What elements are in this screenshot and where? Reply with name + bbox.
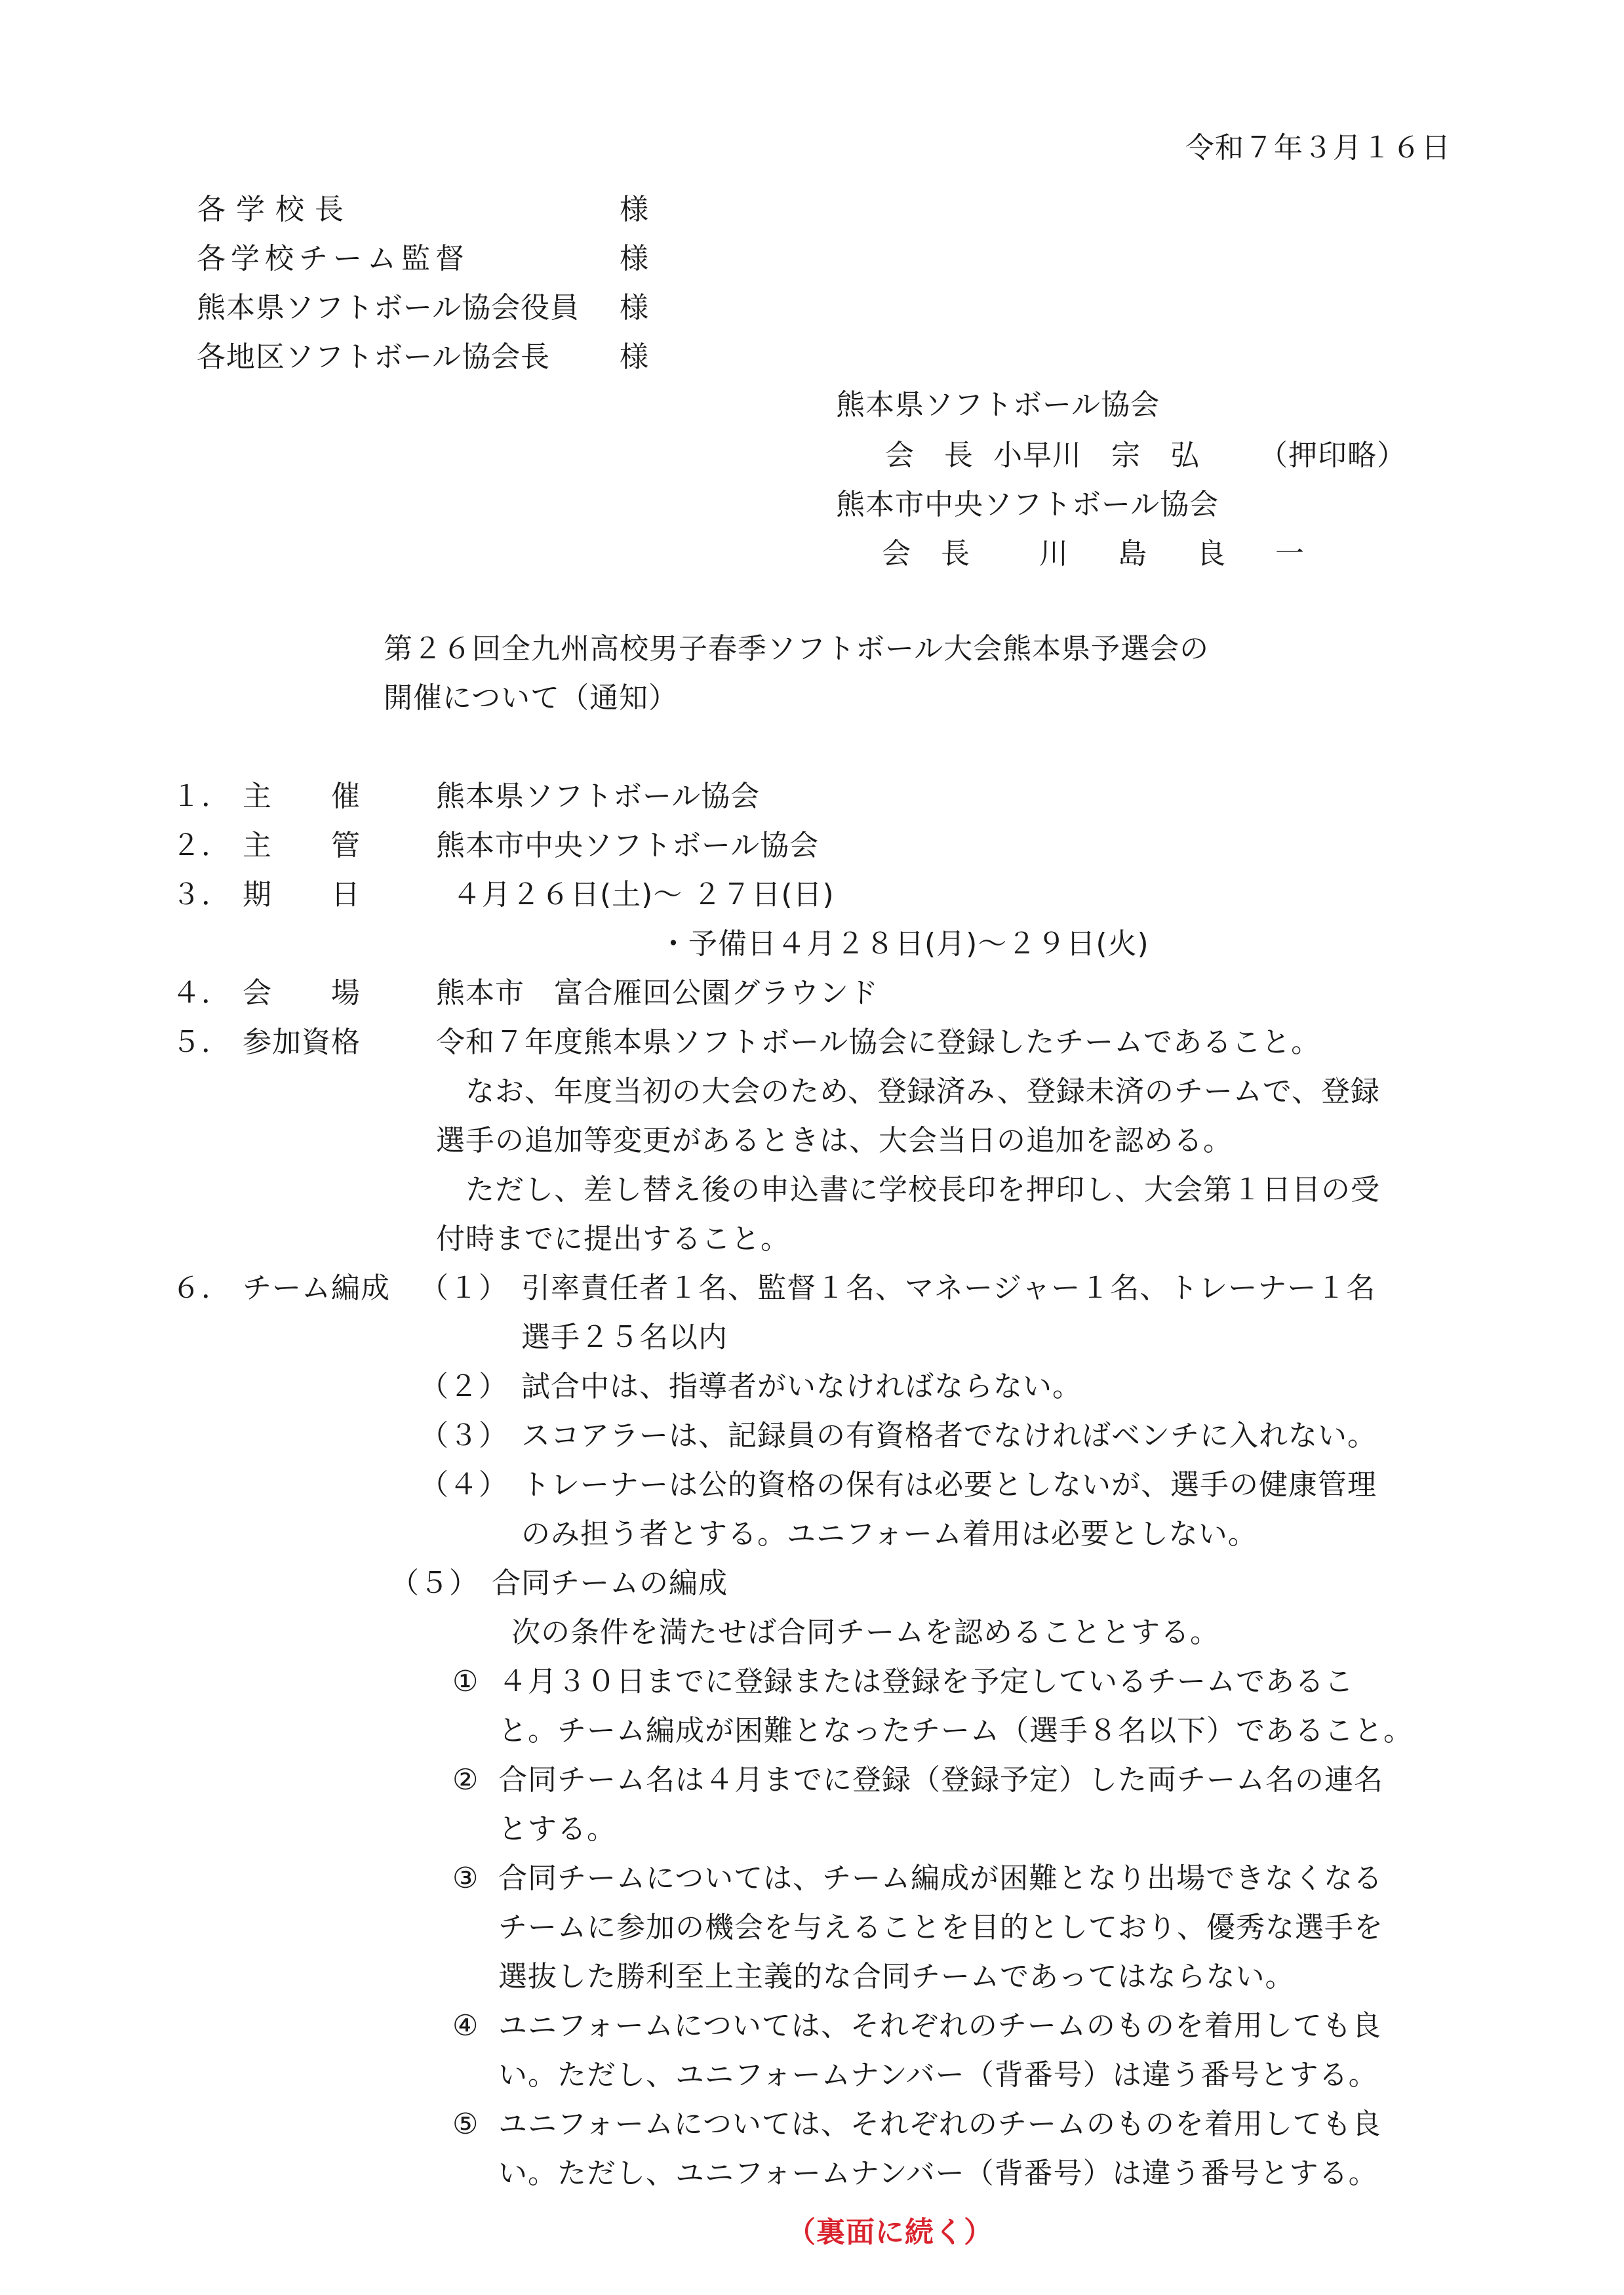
condition-line: チームに参加の機会を与えることを目的としており、優秀な選手を <box>498 1911 1383 1944</box>
sender-title: 会 長 <box>882 537 970 570</box>
condition-line: 選抜した勝利至上主義的な合同チームであってはならない。 <box>498 1960 1295 1993</box>
document-date: 令和７年３月１６日 <box>1185 131 1451 165</box>
subitem-line: 選手２５名以内 <box>521 1321 728 1354</box>
subitem-line: トレーナーは公的資格の保有は必要としないが、選手の健康管理 <box>521 1468 1377 1502</box>
condition-mark: ① <box>452 1665 479 1698</box>
addressee-honorific: 様 <box>620 242 649 275</box>
condition-line: い。ただし、ユニフォームナンバー（背番号）は違う番号とする。 <box>498 2157 1378 2190</box>
subject-line-2: 開催について（通知） <box>384 681 679 715</box>
reserve-date: ・予備日４月２８日(月)～２９日(火) <box>659 927 1149 961</box>
condition-mark: ② <box>452 1763 479 1797</box>
seal-omitted-note: （押印略） <box>1259 439 1406 472</box>
addressee-name: 熊本県ソフトボール協会役員 <box>197 291 580 325</box>
condition-line: 合同チームについては、チーム編成が困難となり出場できなくなる <box>498 1862 1383 1895</box>
condition-line: と。チーム編成が困難となったチーム（選手８名以下）であること。 <box>498 1714 1413 1747</box>
condition-line: 合同チーム名は４月までに登録（登録予定）した両チーム名の連名 <box>498 1763 1383 1797</box>
condition-line: とする。 <box>498 1812 616 1846</box>
item-label: 主 催 <box>243 780 361 813</box>
addressee-honorific: 様 <box>620 340 649 374</box>
condition-line: ユニフォームについては、それぞれのチームのものを着用しても良 <box>498 2009 1381 2043</box>
subitem-line: 合同チームの編成 <box>492 1567 728 1600</box>
item-value: 熊本市 富合雁回公園グラウンド <box>436 976 879 1010</box>
addressee-name: 各学校チーム監督 <box>197 242 469 275</box>
subitem-line: スコアラーは、記録員の有資格者でなければベンチに入れない。 <box>521 1419 1377 1452</box>
condition-line: い。ただし、ユニフォームナンバー（背番号）は違う番号とする。 <box>498 2058 1378 2092</box>
item-number: ２． <box>172 829 231 862</box>
item-value: 熊本県ソフトボール協会 <box>436 780 761 813</box>
addressee-name: 各地区ソフトボール協会長 <box>197 340 551 374</box>
addressee-honorific: 様 <box>620 193 649 226</box>
addressee-name: 各学校長 <box>197 193 354 226</box>
sender-name: 小早川 宗 弘 <box>993 439 1200 472</box>
item-label: 会 場 <box>243 976 361 1010</box>
item-label: 主 管 <box>243 829 361 862</box>
sender-org: 熊本県ソフトボール協会 <box>836 388 1160 422</box>
subitem-mark: （１） <box>420 1271 508 1305</box>
paragraph-line: 選手の追加等変更があるときは、大会当日の追加を認める。 <box>436 1124 1233 1157</box>
item-value: ４月２６日(土)～ ２７日(日) <box>452 878 835 911</box>
condition-mark: ④ <box>452 2009 479 2043</box>
subitem-line: のみ担う者とする。ユニフォーム着用は必要としない。 <box>521 1517 1258 1551</box>
item-label: チーム編成 <box>243 1271 390 1305</box>
paragraph-line: ただし、差し替え後の申込書に学校長印を押印し、大会第１日目の受 <box>465 1173 1380 1207</box>
item-value: 令和７年度熊本県ソフトボール協会に登録したチームであること。 <box>436 1026 1321 1059</box>
item-label: 期 日 <box>243 878 361 911</box>
subitem-mark: （５） <box>390 1567 479 1600</box>
sender-title: 会 長 <box>885 439 974 472</box>
joint-team-intro: 次の条件を満たせば合同チームを認めることとする。 <box>511 1616 1219 1649</box>
subitem-line: 試合中は、指導者がいなければならない。 <box>521 1370 1082 1403</box>
condition-line: ユニフォームについては、それぞれのチームのものを着用しても良 <box>498 2107 1381 2141</box>
item-number: ３． <box>172 878 231 911</box>
condition-mark: ③ <box>452 1862 479 1895</box>
item-number: ６． <box>172 1271 231 1305</box>
continued-on-back: （裏面に続く） <box>787 2216 993 2249</box>
subitem-line: 引率責任者１名、監督１名、マネージャー１名、トレーナー１名 <box>521 1271 1376 1305</box>
item-number: ５． <box>172 1026 231 1059</box>
paragraph-line: なお、年度当初の大会のため、登録済み、登録未済のチームで、登録 <box>465 1075 1380 1108</box>
condition-line: ４月３０日までに登録または登録を予定しているチームであるこ <box>498 1665 1354 1698</box>
paragraph-line: 付時までに提出すること。 <box>436 1222 790 1256</box>
subitem-mark: （２） <box>420 1370 508 1403</box>
subitem-mark: （３） <box>420 1419 508 1452</box>
sender-org: 熊本市中央ソフトボール協会 <box>836 488 1219 521</box>
addressee-honorific: 様 <box>620 291 649 325</box>
item-value: 熊本市中央ソフトボール協会 <box>436 829 820 862</box>
subject-line-1: 第２６回全九州高校男子春季ソフトボール大会熊本県予選会の <box>384 632 1210 666</box>
item-number: １． <box>172 780 231 813</box>
item-label: 参加資格 <box>243 1026 361 1059</box>
sender-name: 川 島 良 一 <box>1039 537 1315 570</box>
subitem-mark: （４） <box>420 1468 508 1502</box>
item-number: ４． <box>172 976 231 1010</box>
condition-mark: ⑤ <box>452 2107 479 2141</box>
